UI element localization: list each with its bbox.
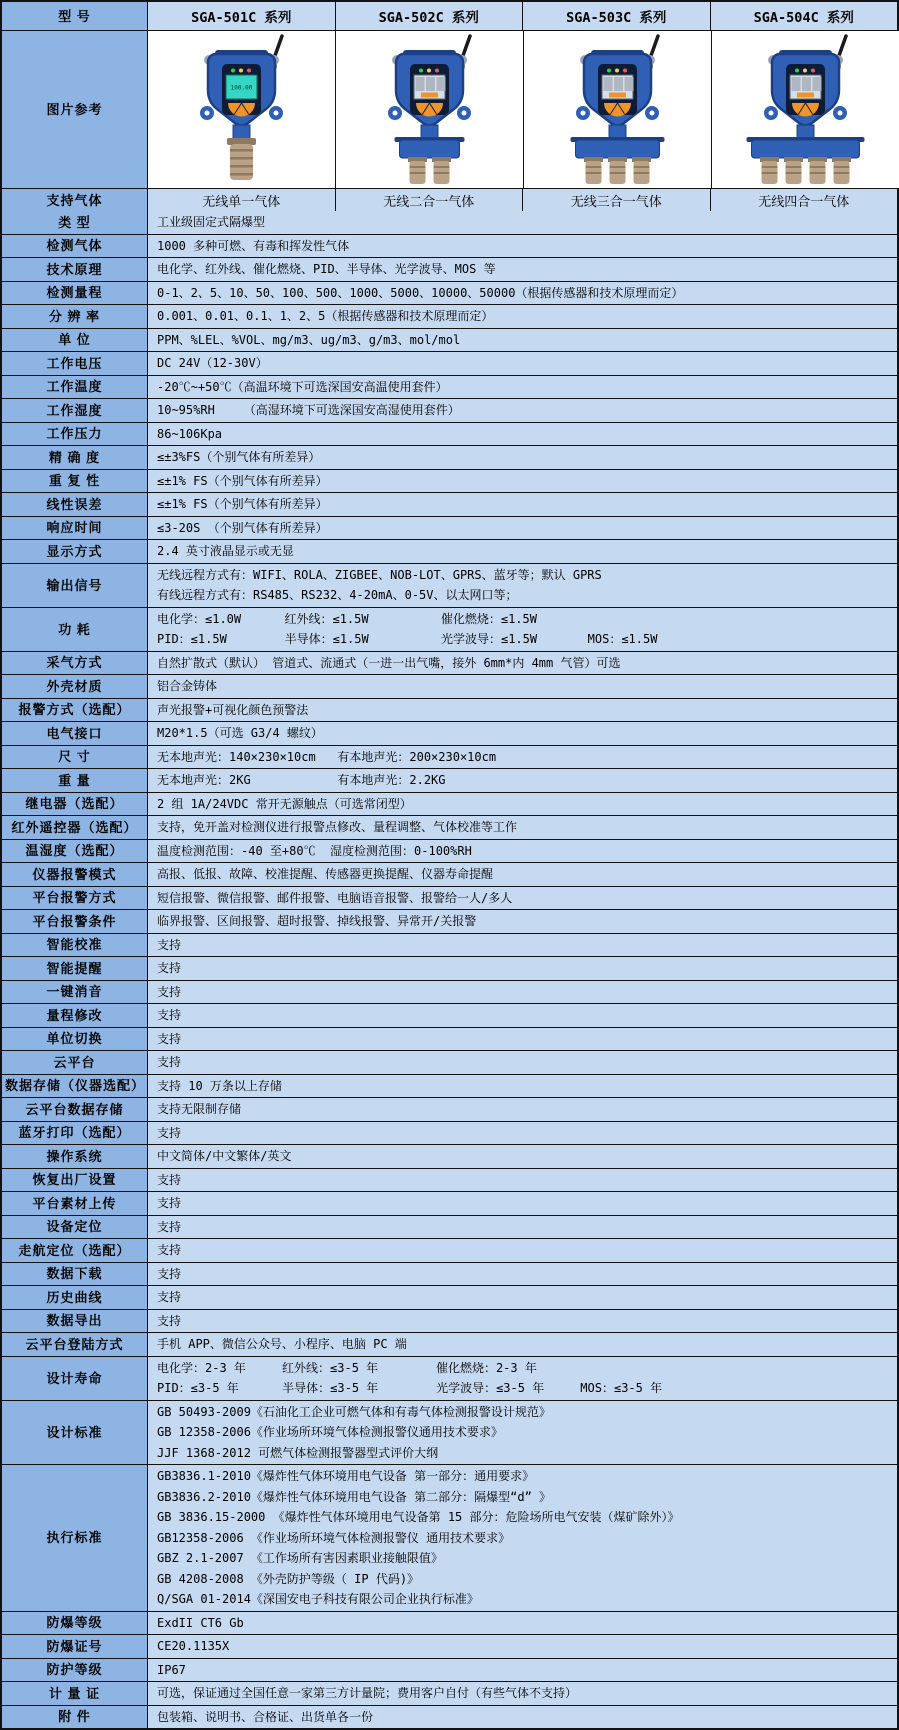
spec-value [148, 376, 897, 399]
spec-value-line: GB 3836.15-2000 《爆炸性气体环境用电气设备第 15 部分：危险场所电气安装（煤矿除外）》 [157, 1510, 680, 1524]
device-image-SGA-503C [524, 31, 712, 188]
gas-support-value-1: 无线单一气体 [148, 189, 336, 211]
spec-row [2, 469, 897, 493]
spec-row [2, 1332, 897, 1356]
spec-value-line: PID：≤1.5W 半导体：≤1.5W 光学波导：≤1.5W MOS：≤1.5W [157, 632, 658, 646]
status-led [435, 69, 439, 73]
spec-row [2, 328, 897, 352]
spec-label: 工作湿度 [2, 399, 148, 422]
spec-row [2, 422, 897, 446]
spec-row [2, 909, 897, 933]
spec-label: 工作压力 [2, 423, 148, 446]
spec-value [148, 863, 897, 886]
spec-label: 执行标准 [2, 1465, 148, 1611]
spec-label: 数据存储（仪器选配） [2, 1075, 148, 1098]
spec-row [2, 445, 897, 469]
spec-value [148, 1004, 897, 1027]
spec-label: 云平台登陆方式 [2, 1333, 148, 1356]
spec-row [2, 1003, 897, 1027]
status-led [419, 69, 423, 73]
spec-value [148, 887, 897, 910]
spec-row [2, 1074, 897, 1098]
spec-value-line: 10~95%RH （高湿环境下可选深国安高湿使用套件） [157, 403, 460, 417]
spec-label: 数据下载 [2, 1263, 148, 1286]
gas-support-value-4: 无线四合一气体 [711, 189, 898, 211]
spec-value [148, 258, 897, 281]
spec-value-line: 铝合金铸体 [157, 679, 218, 693]
spec-row [2, 375, 897, 399]
spec-row [2, 1611, 897, 1635]
spec-value [148, 1612, 897, 1635]
status-led [615, 69, 619, 73]
spec-label: 单 位 [2, 329, 148, 352]
spec-value [148, 305, 897, 328]
spec-value-line: 无本地声光：140×230×10cm 有本地声光：200×230×10cm [157, 749, 497, 764]
spec-label: 温湿度（选配） [2, 840, 148, 863]
spec-value-line: 2.4 英寸液晶显示或无显 [157, 544, 294, 558]
spec-label: 附 件 [2, 1706, 148, 1729]
spec-label: 量程修改 [2, 1004, 148, 1027]
spec-row [2, 1262, 897, 1286]
spec-value-line: ≤±3%FS（个别气体有所差异） [157, 450, 321, 464]
spec-label: 尺 寸 [2, 746, 148, 769]
status-led [623, 69, 627, 73]
spec-row [2, 234, 897, 258]
spec-value [148, 1051, 897, 1074]
spec-value [148, 793, 897, 816]
spec-value [148, 981, 897, 1004]
spec-label: 重 量 [2, 769, 148, 792]
spec-label: 计 量 证 [2, 1682, 148, 1705]
spec-value [148, 816, 897, 839]
spec-row [2, 1121, 897, 1145]
spec-value-line: 0.001、0.01、0.1、1、2、5（根据传感器和技术原理而定） [157, 309, 494, 323]
spec-value-line: CE20.1135X [157, 1639, 230, 1653]
spec-label: 电气接口 [2, 722, 148, 745]
header-row [2, 2, 897, 30]
spec-value-line: 无线远程方式有：WIFI、ROLA、ZIGBEE、NOB-LOT、GPRS、蓝牙等；默认 GPRS [157, 567, 602, 582]
gas-detector-illustration [148, 31, 335, 188]
spec-value-line: 支持 [157, 937, 182, 952]
spec-label: 线性误差 [2, 493, 148, 516]
spec-row [2, 862, 897, 886]
spec-value [148, 1310, 897, 1333]
status-led [231, 69, 235, 73]
spec-row [2, 539, 897, 563]
spec-row [2, 563, 897, 607]
spec-row [2, 607, 897, 651]
status-led [247, 69, 251, 73]
spec-row [2, 1285, 897, 1309]
status-led [795, 69, 799, 73]
spec-value-line: 支持 [157, 1172, 182, 1187]
spec-value [148, 1401, 897, 1465]
spec-label: 技术原理 [2, 258, 148, 281]
spec-label: 仪器报警模式 [2, 863, 148, 886]
spec-value [148, 608, 897, 651]
spec-value-line: 中文简体/中文繁体/英文 [157, 1149, 292, 1163]
spec-label: 操作系统 [2, 1145, 148, 1168]
spec-value-line: 温度检测范围：-40 至+80℃ 湿度检测范围：0-100%RH [157, 843, 472, 858]
status-led [803, 69, 807, 73]
spec-value-line: JJF 1368-2012 可燃气体检测报警器型式评价大纲 [157, 1445, 439, 1460]
spec-value-line: 86~106Kpa [157, 426, 223, 441]
spec-value-line: 支持 [157, 1196, 182, 1210]
spec-value [148, 399, 897, 422]
spec-label: 平台报警条件 [2, 910, 148, 933]
spec-label: 历史曲线 [2, 1286, 148, 1309]
spec-value [148, 1659, 897, 1682]
spec-label: 设备定位 [2, 1216, 148, 1239]
spec-value-line: GB3836.2-2010《爆炸性气体环境用电气设备 第二部分：隔爆型“d” 》 [157, 1489, 552, 1504]
spec-row [2, 1050, 897, 1074]
spec-label: 外壳材质 [2, 675, 148, 698]
spec-label: 报警方式（选配） [2, 699, 148, 722]
spec-row [2, 1027, 897, 1051]
spec-row [2, 1634, 897, 1658]
spec-row [2, 956, 897, 980]
spec-row [2, 698, 897, 722]
spec-value [148, 652, 897, 675]
spec-value-line: ≤±1% FS（个别气体有所差异） [157, 473, 328, 488]
spec-row [2, 304, 897, 328]
gas-row-label: 支持气体 [2, 189, 148, 211]
spec-value-line: 包装箱、说明书、合格证、出货单各一份 [157, 1709, 374, 1724]
spec-value-line: DC 24V（12-30V） [157, 356, 268, 370]
spec-value [148, 1075, 897, 1098]
spec-value [148, 1028, 897, 1051]
spec-value-line: GB 12358-2006《作业场所环境气体检测报警仪通用技术要求》 [157, 1425, 503, 1439]
spec-label: 云平台数据存储 [2, 1098, 148, 1121]
spec-value-line: GB3836.1-2010《爆炸性气体环境用电气设备 第一部分：通用要求》 [157, 1469, 535, 1483]
spec-row [2, 1705, 897, 1729]
manifold-block [752, 140, 860, 158]
spec-value-line: ≤±1% FS（个别气体有所差异） [157, 497, 328, 511]
spec-value-line: 支持 [157, 1313, 182, 1328]
spec-value-line: -20℃~+50℃（高温环境下可选深国安高温使用套件） [157, 379, 448, 394]
spec-label: 重 复 性 [2, 470, 148, 493]
gas-support-cells [148, 189, 897, 211]
spec-row [2, 1215, 897, 1239]
spec-label: 云平台 [2, 1051, 148, 1074]
spec-label: 智能校准 [2, 934, 148, 957]
spec-value-line: 支持 [157, 1219, 182, 1234]
gas-support-row [2, 188, 897, 211]
device-image-SGA-502C [336, 31, 524, 188]
spec-value-line: 短信报警、微信报警、邮件报警、电脑语音报警、报警给一人/多人 [157, 890, 513, 905]
spec-label: 响应时间 [2, 517, 148, 540]
spec-value [148, 446, 897, 469]
device-image-cells [148, 31, 899, 188]
spec-label: 功 耗 [2, 608, 148, 651]
spec-label: 单位切换 [2, 1028, 148, 1051]
spec-label: 防护等级 [2, 1659, 148, 1682]
spec-label: 输出信号 [2, 564, 148, 607]
spec-label: 一键消音 [2, 981, 148, 1004]
model-name-sga-503c: SGA-503C 系列 [523, 2, 711, 30]
spec-row [2, 1168, 897, 1192]
spec-value [148, 1239, 897, 1262]
spec-value-line: 无本地声光：2KG 有本地声光：2.2KG [157, 773, 446, 787]
spec-label: 分 辨 率 [2, 305, 148, 328]
spec-value-line: 声光报警+可视化颜色预警法 [157, 702, 309, 717]
spec-value [148, 1286, 897, 1309]
gas-detector-illustration [336, 31, 523, 188]
spec-value-line: 1000 多种可燃、有毒和挥发性气体 [157, 238, 350, 253]
status-led [811, 69, 815, 73]
spec-row [2, 1356, 897, 1400]
spec-value [148, 769, 897, 792]
spec-value [148, 1169, 897, 1192]
spec-value-line: GB 4208-2008 《外壳防护等级（ IP 代码)》 [157, 1571, 420, 1586]
spec-value [148, 1122, 897, 1145]
spec-row [2, 1658, 897, 1682]
spec-label: 继电器（选配） [2, 793, 148, 816]
spec-value-line: IP67 [157, 1662, 186, 1677]
spec-value-line: 工业级固定式隔爆型 [157, 215, 266, 229]
spec-value [148, 493, 897, 516]
spec-label: 数据导出 [2, 1310, 148, 1333]
svg-text:100.00: 100.00 [230, 84, 253, 92]
spec-value-line: 自然扩散式（默认） 管道式、流通式（一进一出气嘴，接外 6mm*内 4mm 气管）可选 [157, 655, 621, 670]
model-header-cells [148, 2, 897, 30]
spec-row [2, 886, 897, 910]
spec-value [148, 282, 897, 305]
spec-label: 智能提醒 [2, 957, 148, 980]
spec-value [148, 1145, 897, 1168]
spec-value [148, 1216, 897, 1239]
spec-label: 采气方式 [2, 652, 148, 675]
spec-value [148, 1357, 897, 1400]
manifold-block [400, 140, 460, 158]
spec-row [2, 768, 897, 792]
spec-row [2, 792, 897, 816]
spec-value [148, 1465, 897, 1611]
spec-value [148, 1098, 897, 1121]
spec-value-line: M20*1.5（可选 G3/4 螺纹） [157, 726, 323, 740]
spec-value-line: 0-1、2、5、10、50、100、500、1000、5000、10000、50000（根据传感器和技术原理而定） [157, 285, 684, 300]
spec-row [2, 1681, 897, 1705]
spec-label: 检测气体 [2, 235, 148, 258]
model-name-sga-502c: SGA-502C 系列 [336, 2, 524, 30]
spec-label: 红外遥控器（选配） [2, 816, 148, 839]
spec-value [148, 329, 897, 352]
spec-value [148, 235, 897, 258]
spec-label: 平台报警方式 [2, 887, 148, 910]
device-image-SGA-501C [148, 31, 336, 188]
spec-row [2, 1144, 897, 1168]
spec-value [148, 423, 897, 446]
spec-label: 检测量程 [2, 282, 148, 305]
spec-row [2, 721, 897, 745]
spec-value [148, 1192, 897, 1215]
spec-row [2, 211, 897, 234]
manifold-block [576, 140, 660, 158]
spec-value-line: 支持 [157, 1243, 182, 1257]
header-label-model: 型 号 [2, 2, 148, 30]
device-image-SGA-504C [712, 31, 899, 188]
spec-value-line: 支持 [157, 1055, 182, 1069]
spec-row [2, 933, 897, 957]
spec-value [148, 934, 897, 957]
spec-label: 精 确 度 [2, 446, 148, 469]
spec-value [148, 1635, 897, 1658]
spec-value-line: PPM、%LEL、%VOL、mg/m3、ug/m3、g/m3、mol/mol [157, 332, 461, 347]
spec-value-line: 临界报警、区间报警、超时报警、掉线报警、异常开/关报警 [157, 914, 477, 928]
spec-label: 蓝牙打印（选配） [2, 1122, 148, 1145]
spec-value [148, 540, 897, 563]
spec-value-line: 支持 10 万条以上存储 [157, 1078, 282, 1093]
spec-value [148, 352, 897, 375]
spec-value-line: 支持无限制存储 [157, 1102, 242, 1116]
spec-value-line: ≤3-20S （个别气体有所差异） [157, 520, 328, 535]
spec-value-line: 可选，保证通过全国任意一家第三方计量院；费用客户自付（有些气体不支持） [157, 1686, 578, 1700]
spec-value [148, 1263, 897, 1286]
spec-label: 显示方式 [2, 540, 148, 563]
spec-row [2, 1191, 897, 1215]
spec-value-line: 支持，免开盖对检测仪进行报警点修改、量程调整、气体校准等工作 [157, 820, 518, 834]
spec-value [148, 470, 897, 493]
spec-label: 恢复出厂设置 [2, 1169, 148, 1192]
spec-value-line: 高报、低报、故障、校准提醒、传感器更换提醒、仪器寿命提醒 [157, 867, 494, 881]
gas-detector-illustration [524, 31, 711, 188]
spec-value-line: 支持 [157, 1125, 182, 1140]
spec-value-line: 支持 [157, 984, 182, 999]
spec-value-line: 有线远程方式有：RS485、RS232、4-20mA、0-5V、以太网口等； [157, 588, 518, 602]
spec-row [2, 674, 897, 698]
spec-value-line: ExdII CT6 Gb [157, 1615, 244, 1630]
spec-value-line: 支持 [157, 961, 182, 975]
spec-value-line: Q/SGA 01-2014《深国安电子科技有限公司企业执行标准》 [157, 1592, 479, 1606]
spec-row [2, 1464, 897, 1611]
spec-value-line: 支持 [157, 1266, 182, 1281]
spec-row [2, 351, 897, 375]
spec-row [2, 281, 897, 305]
spec-value [148, 211, 897, 234]
spec-row [2, 745, 897, 769]
model-name-sga-504c: SGA-504C 系列 [711, 2, 898, 30]
status-led [607, 69, 611, 73]
model-name-sga-501c: SGA-501C 系列 [148, 2, 336, 30]
spec-label: 设计寿命 [2, 1357, 148, 1400]
spec-value-line: 电化学、红外线、催化燃烧、PID、半导体、光学波导、MOS 等 [157, 262, 496, 276]
spec-row [2, 1309, 897, 1333]
spec-label: 工作电压 [2, 352, 148, 375]
image-row-label: 图片参考 [2, 31, 148, 188]
spec-value [148, 1333, 897, 1356]
spec-label: 类 型 [2, 211, 148, 234]
image-row [2, 30, 897, 188]
spec-value-line: 电化学：2-3 年 红外线：≤3-5 年 催化燃烧：2-3 年 [157, 1360, 537, 1375]
spec-value-line: 2 组 1A/24VDC 常开无源触点（可选常闭型） [157, 796, 412, 811]
gas-detector-illustration [712, 31, 899, 188]
spec-row [2, 815, 897, 839]
spec-label: 防爆等级 [2, 1612, 148, 1635]
spec-row [2, 398, 897, 422]
spec-value [148, 675, 897, 698]
gas-support-value-2: 无线二合一气体 [336, 189, 524, 211]
spec-row [2, 651, 897, 675]
spec-value [148, 957, 897, 980]
spec-value-line: PID：≤3-5 年 半导体：≤3-5 年 光学波导：≤3-5 年 MOS：≤3-5 年 [157, 1381, 663, 1395]
spec-value-line: 电化学：≤1.0W 红外线：≤1.5W 催化燃烧：≤1.5W [157, 611, 537, 626]
status-led [427, 69, 431, 73]
spec-value [148, 746, 897, 769]
gas-support-value-3: 无线三合一气体 [523, 189, 711, 211]
spec-label: 走航定位（选配） [2, 1239, 148, 1262]
spec-value [148, 1706, 897, 1729]
spec-label: 平台素材上传 [2, 1192, 148, 1215]
spec-row [2, 1400, 897, 1465]
spec-label: 工作温度 [2, 376, 148, 399]
spec-value-line: 手机 APP、微信公众号、小程序、电脑 PC 端 [157, 1337, 407, 1351]
spec-value [148, 517, 897, 540]
spec-row [2, 839, 897, 863]
spec-label: 设计标准 [2, 1401, 148, 1465]
spec-value-line: GB12358-2006 《作业场所环境气体检测报警仪 通用技术要求》 [157, 1530, 511, 1545]
spec-value [148, 699, 897, 722]
spec-value-line: 支持 [157, 1031, 182, 1046]
spec-rows [2, 211, 897, 1728]
spec-row [2, 1097, 897, 1121]
spec-row [2, 492, 897, 516]
status-led [239, 69, 243, 73]
spec-value [148, 840, 897, 863]
spec-row [2, 980, 897, 1004]
spec-value [148, 564, 897, 607]
spec-row [2, 257, 897, 281]
spec-row [2, 516, 897, 540]
spec-value [148, 722, 897, 745]
spec-value-line: 支持 [157, 1290, 182, 1304]
spec-value-line: GBZ 2.1-2007 《工作场所有害因素职业接触限值》 [157, 1551, 443, 1565]
spec-value [148, 910, 897, 933]
spec-label: 防爆证号 [2, 1635, 148, 1658]
spec-value [148, 1682, 897, 1705]
spec-row [2, 1238, 897, 1262]
spec-value-line: GB 50493-2009《石油化工企业可燃气体和有毒气体检测报警设计规范》 [157, 1404, 551, 1419]
spec-value-line: 支持 [157, 1008, 182, 1022]
